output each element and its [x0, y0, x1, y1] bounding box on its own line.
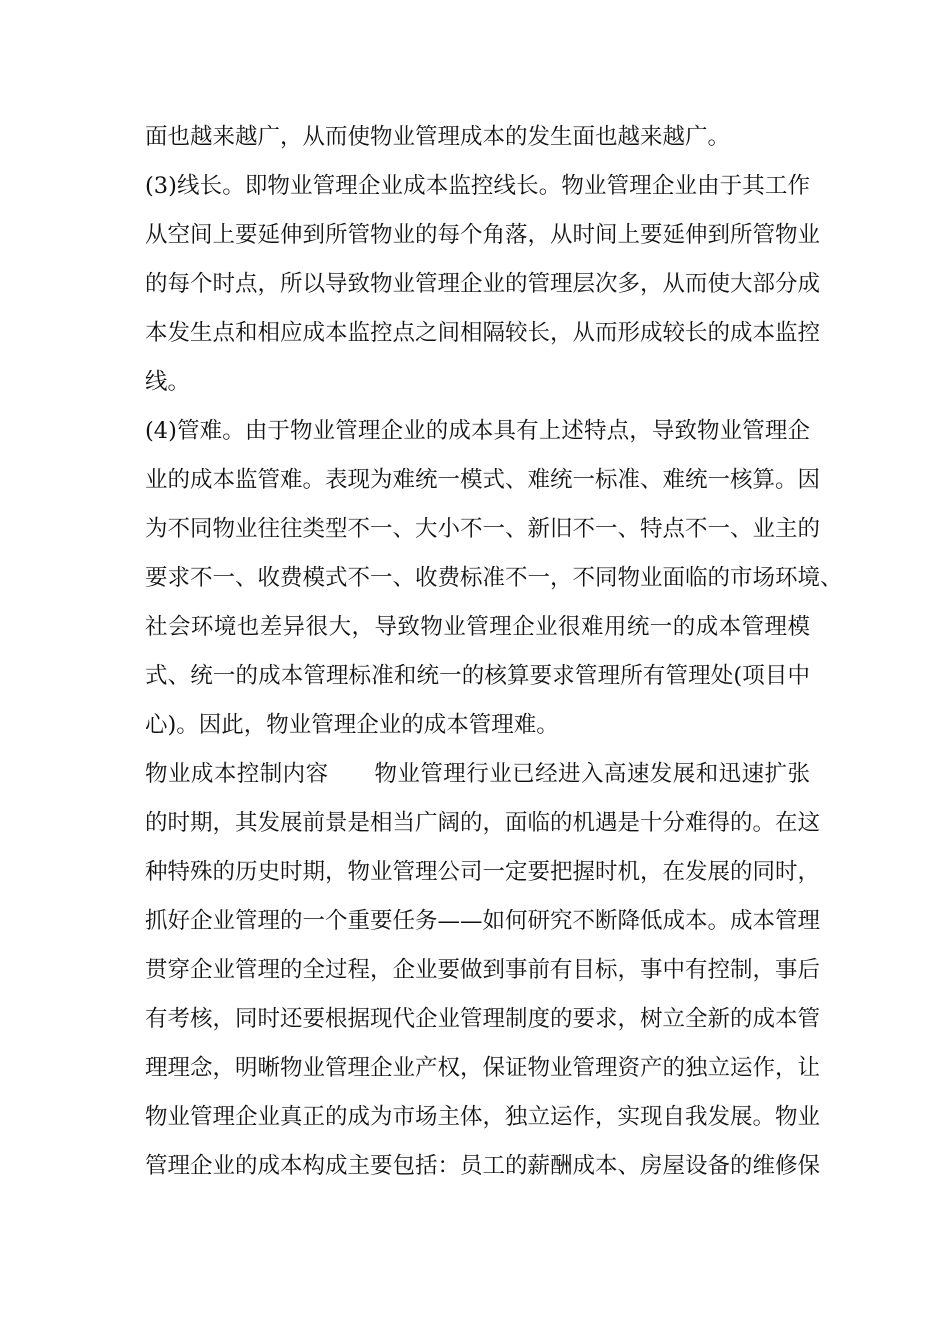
text-line: 面也越来越广，从而使物业管理成本的发生面也越来越广。 [145, 124, 731, 150]
text-line: 物业成本控制内容 物业管理行业已经进入高速发展和迅速扩张 [145, 761, 810, 787]
text-line: 有考核，同时还要根据现代企业管理制度的要求，树立全新的成本管 [145, 1006, 821, 1032]
text-line: 为不同物业往往类型不一、大小不一、新旧不一、特点不一、业主的 [145, 516, 821, 542]
text-line: 本发生点和相应成本监控点之间相隔较长，从而形成较长的成本监控 [145, 320, 821, 346]
text-line: 抓好企业管理的一个重要任务——如何研究不断降低成本。成本管理 [145, 908, 821, 934]
text-line: 种特殊的历史时期，物业管理公司一定要把握时机，在发展的同时， [145, 859, 821, 885]
text-line: 从空间上要延伸到所管物业的每个角落，从时间上要延伸到所管物业 [145, 222, 821, 248]
text-line: 心)。因此，物业管理企业的成本管理难。 [145, 712, 559, 738]
text-line: 贯穿企业管理的全过程，企业要做到事前有目标，事中有控制，事后 [145, 957, 821, 983]
text-line: 社会环境也差异很大，导致物业管理企业很难用统一的成本管理模 [145, 614, 810, 640]
text-line: (4)管难。由于物业管理企业的成本具有上述特点，导致物业管理企 [145, 418, 810, 444]
text-line: 理理念，明晰物业管理企业产权，保证物业管理资产的独立运作，让 [145, 1055, 821, 1081]
text-line: 要求不一、收费模式不一、收费标准不一，不同物业面临的市场环境、 [145, 565, 843, 591]
text-line: 线。 [145, 369, 191, 395]
text-line: 式、统一的成本管理标准和统一的核算要求管理所有管理处(项目中 [145, 663, 810, 689]
text-line: 的时期，其发展前景是相当广阔的，面临的机遇是十分难得的。在这 [145, 810, 821, 836]
text-line: 物业管理企业真正的成为市场主体，独立运作，实现自我发展。物业 [145, 1104, 821, 1130]
text-line: 管理企业的成本构成主要包括：员工的薪酬成本、房屋设备的维修保 [145, 1153, 821, 1179]
text-line: (3)线长。即物业管理企业成本监控线长。物业管理企业由于其工作 [145, 173, 810, 199]
text-line: 业的成本监管难。表现为难统一模式、难统一标准、难统一核算。因 [145, 467, 821, 493]
body-text [145, 113, 843, 1191]
text-line: 的每个时点，所以导致物业管理企业的管理层次多，从而使大部分成 [145, 271, 821, 297]
